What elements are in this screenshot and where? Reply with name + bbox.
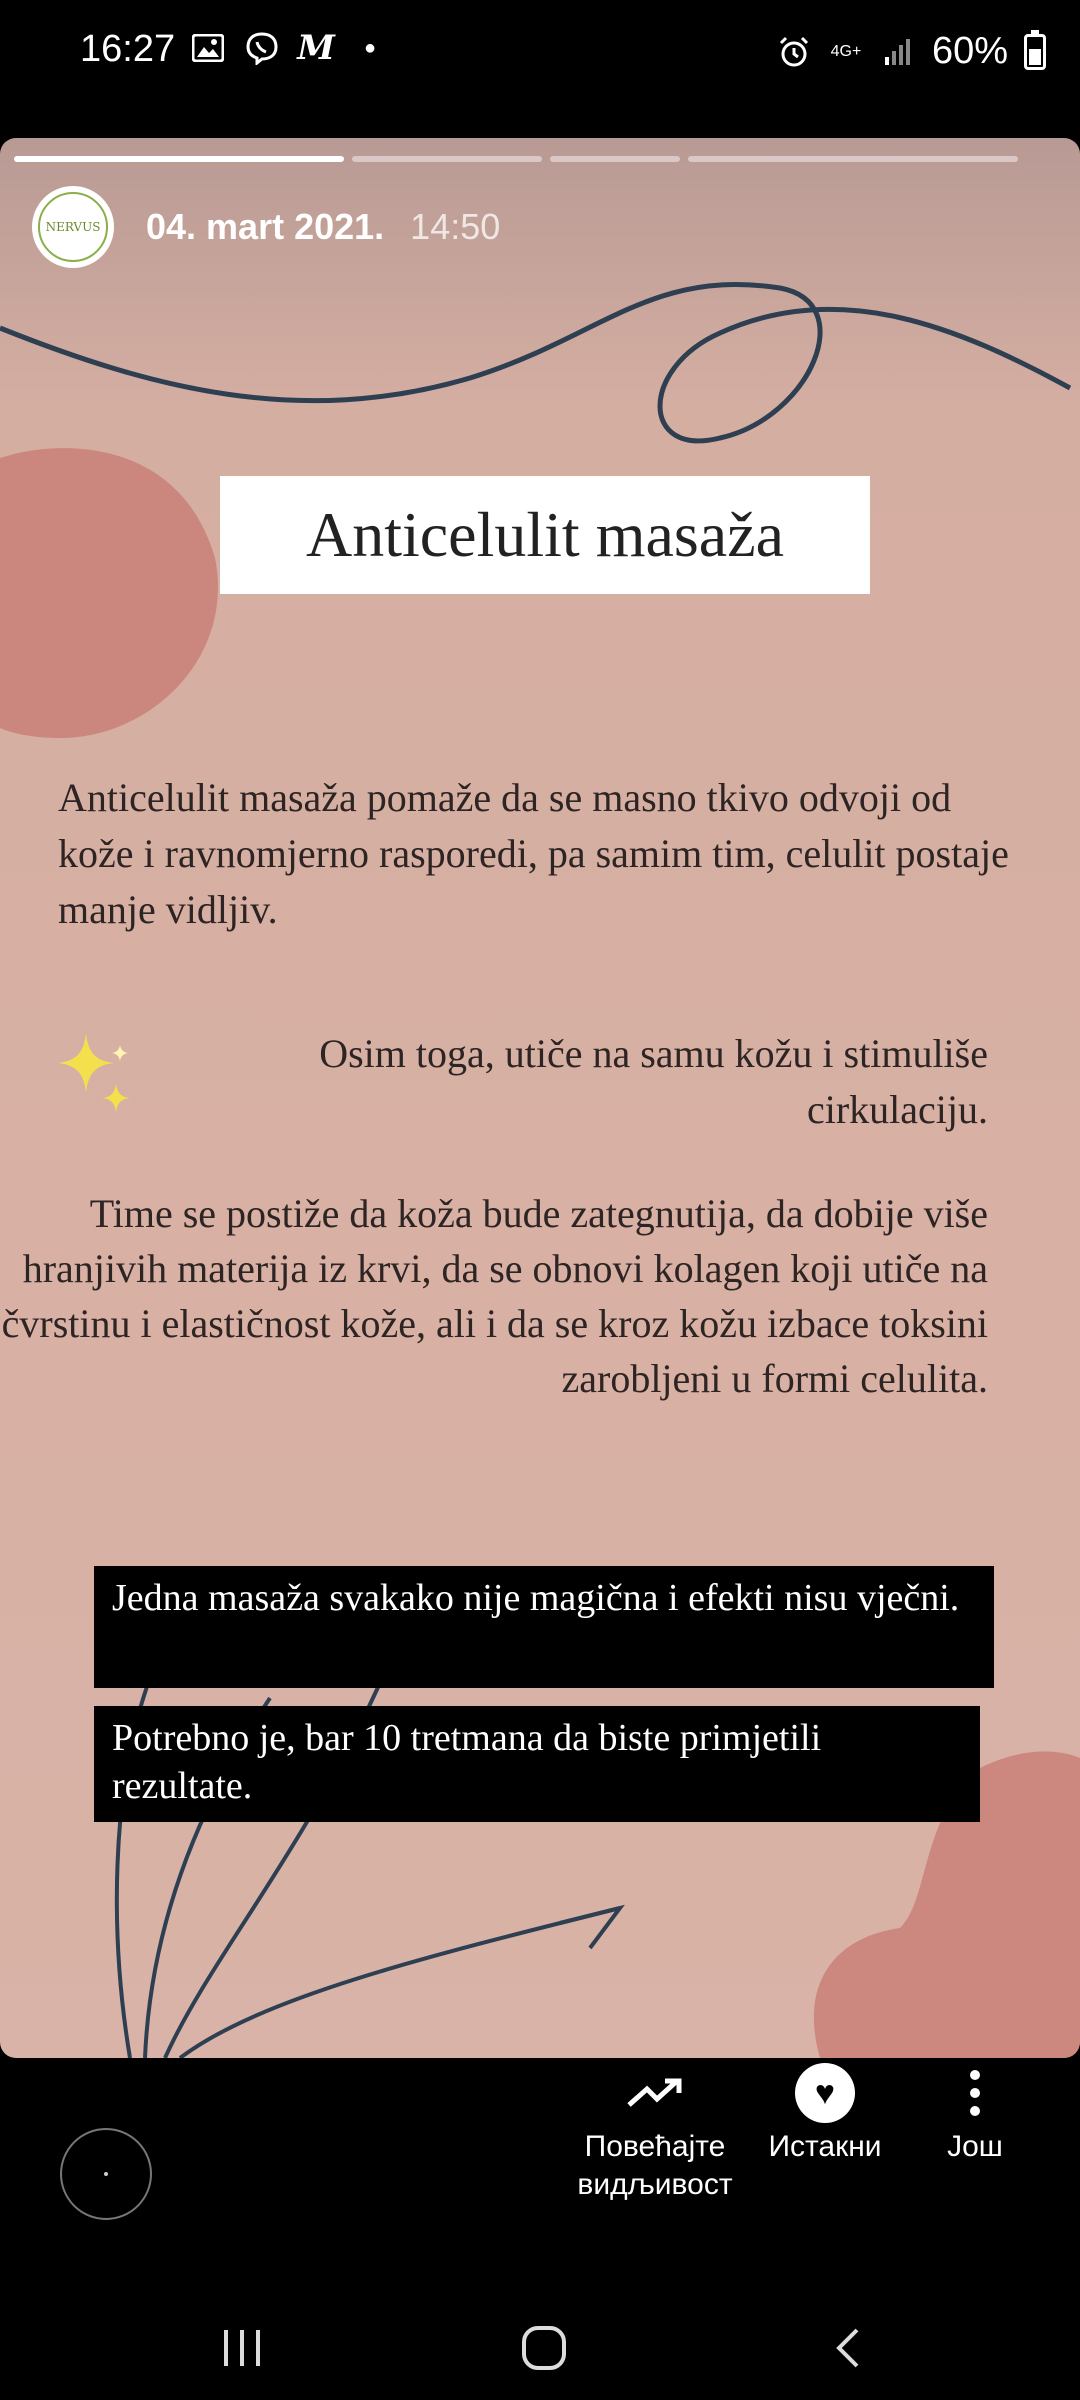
story-title: Anticelulit masaža (220, 476, 870, 594)
m-app-icon: M (297, 28, 335, 68)
highlight-button[interactable] (755, 2058, 895, 2166)
status-bar (0, 0, 1080, 110)
battery-percent: 60% (931, 30, 1008, 72)
highlight-label: Истакни (768, 2130, 882, 2163)
back-icon[interactable] (818, 2318, 878, 2378)
note-1: Jedna masaža svakako nije magična i efekti nisu vječni. (94, 1566, 994, 1688)
progress-segment (688, 156, 1018, 162)
signal-icon (880, 34, 916, 70)
more-vert-icon (910, 2058, 1040, 2128)
status-system-icons (776, 30, 1046, 73)
sparkle-icon (58, 1033, 138, 1123)
wavy-line (0, 284, 1070, 440)
4g-data-icon: 4G+ (830, 42, 862, 60)
gallery-icon (190, 30, 226, 66)
trending-up-icon (560, 2058, 750, 2128)
story-actions (0, 2058, 1080, 2258)
dot-icon: ● (363, 36, 377, 59)
more-label: Још (947, 2130, 1003, 2163)
avatar-logo: NERVUS (38, 192, 108, 262)
battery-icon (1024, 34, 1046, 70)
avatar[interactable] (32, 186, 114, 268)
story-progress (14, 156, 1066, 162)
progress-segment (14, 156, 344, 162)
paragraph-2: Osim toga, utiče na samu kožu i stimuliše cirkulaciju. (319, 1031, 988, 1132)
camera-dot-icon (104, 2172, 108, 2176)
recents-icon[interactable] (212, 2318, 272, 2378)
progress-segment (550, 156, 680, 162)
navigation-bar (0, 2290, 1080, 2400)
story-header (32, 186, 500, 268)
boost-label: Повећајте видљивост (577, 2130, 733, 2201)
viber-icon (244, 30, 280, 66)
alarm-icon (776, 34, 812, 70)
camera-button[interactable] (60, 2128, 152, 2220)
progress-segment (352, 156, 542, 162)
home-icon[interactable] (514, 2318, 574, 2378)
story-card[interactable] (0, 138, 1080, 2058)
paragraph-1: Anticelulit masaža pomaže da se masno tkivo odvoji od kože i ravnomjerno rasporedi, pa samim tim, celulit postaje manje vidljiv. (58, 775, 1009, 932)
boost-button[interactable] (560, 2058, 750, 2204)
blob-left (0, 448, 218, 738)
status-notification-icons (190, 30, 388, 66)
story-time: 14:50 (410, 206, 501, 247)
heart-icon: ♥ (795, 2063, 855, 2123)
status-time: 16:27 (80, 28, 176, 70)
story-date: 04. mart 2021. (146, 206, 385, 247)
more-button[interactable] (910, 2058, 1040, 2166)
paragraph-3: Time se postiže da koža bude zategnutija, da dobije više hranjivih materija iz krvi, da se obnovi kolagen koji utiče na čvrstinu i elastičnost kože, ali i da se kroz kožu izbace toksini zarobljeni u formi celulita. (1, 1191, 988, 1401)
note-2: Potrebno je, bar 10 tretmana da biste primjetili rezultate. (94, 1706, 980, 1822)
